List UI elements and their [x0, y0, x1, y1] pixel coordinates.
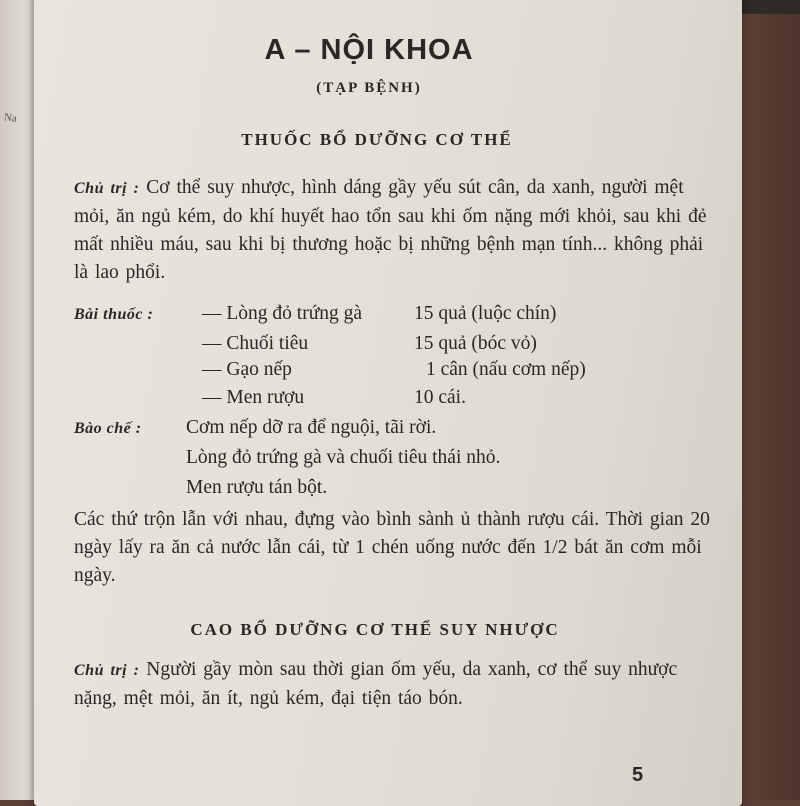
ingredient-qty: 15 quả (bóc vỏ)	[414, 333, 537, 354]
section1-indication-text: Cơ thể suy nhược, hình dáng gầy yếu sút cân, da xanh, người mệt mỏi, ăn ngủ kém, do khí huyết hao tổn sau khi ốm nặng mới khỏi, sau khi đẻ mất nhiều máu, sau khi bị thương hoặc bị những bệnh mạn tính... không phải là lao phổi.	[74, 177, 707, 283]
page-number: 5	[632, 764, 644, 786]
preparation-label: Bào chế :	[74, 420, 142, 437]
preparation-line: Lòng đỏ trứng gà và chuối tiêu thái nhỏ.	[186, 447, 501, 468]
section2-indication	[74, 656, 714, 713]
preparation-line: Men rượu tán bột.	[186, 477, 328, 498]
left-page-text-fragment: Na	[3, 111, 18, 125]
ingredient-qty: 15 quả (luộc chín)	[414, 303, 557, 324]
ingredient-qty: 1 cân (nấu cơm nếp)	[426, 359, 586, 380]
section1-heading: THUỐC BỔ DƯỠNG CƠ THỂ	[241, 130, 513, 149]
preparation-line: Cơm nếp dỡ ra để nguội, tãi rời.	[186, 417, 437, 438]
ingredient-name: — Men rượu	[202, 387, 305, 408]
page-title: A – NỘI KHOA	[264, 34, 474, 66]
book-page	[34, 0, 742, 806]
section2-indication-text: Người gầy mòn sau thời gian ốm yếu, da xanh, cơ thể suy nhược nặng, mệt mỏi, ăn ít, ngủ kém, đại tiện táo bón.	[74, 659, 678, 709]
section1-method: Các thứ trộn lẫn với nhau, đựng vào bình sành ủ thành rượu cái. Thời gian 20 ngày lấy ra ăn cả nước lẫn cái, từ 1 chén uống nước đến 1/2 bát ăn cơm mỗi ngày.	[74, 509, 710, 586]
section1-indication	[74, 174, 714, 287]
ingredient-name: — Lòng đỏ trứng gà	[202, 303, 363, 324]
ingredient-row	[74, 300, 153, 329]
ingredient-name: — Gạo nếp	[202, 359, 292, 380]
section2-indication-label: Chủ trị :	[74, 662, 140, 679]
page-subtitle: (TẠP BỆNH)	[316, 80, 422, 96]
preparation-label-row	[74, 414, 142, 443]
ingredient-qty: 10 cái.	[414, 387, 466, 408]
section2-heading: CAO BỔ DƯỠNG CƠ THỂ SUY NHƯỢC	[190, 620, 560, 639]
recipe-label: Bài thuốc :	[74, 306, 154, 323]
ingredient-name: — Chuối tiêu	[202, 333, 309, 354]
section1-indication-label: Chủ trị :	[74, 180, 140, 197]
